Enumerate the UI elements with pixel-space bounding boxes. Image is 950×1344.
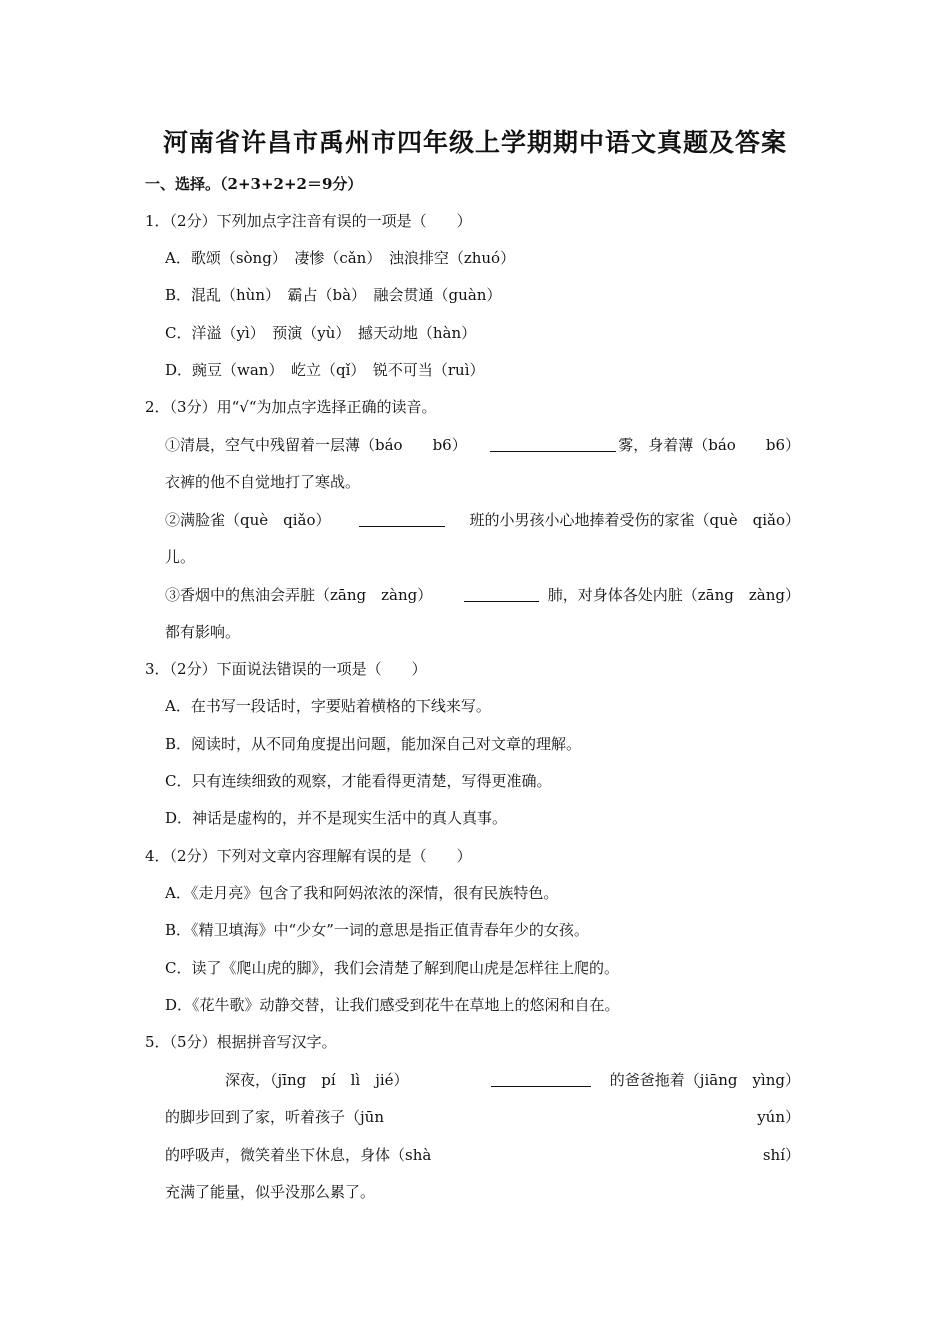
passage-line-4: 充满了能量，似乎没那么累了。 [165, 1183, 376, 1201]
sentence-3-part-c: 都有影响。 [165, 623, 241, 641]
answer-blank-4[interactable] [491, 1072, 591, 1087]
question-1-option-d: D．豌豆（wan） 屹立（qǐ） 锐不可当（ruì） [165, 361, 485, 379]
question-1-option-a: A．歌颂（sòng） 凄惨（cǎn） 浊浪排空（zhuó） [165, 249, 516, 267]
question-4-option-b: B．《精卫填海》中“少女”一词的意思是指正值青春年少的女孩。 [165, 921, 589, 939]
sentence-1-part-c: 衣裤的他不自觉地打了寒战。 [165, 473, 361, 491]
question-3-option-d: D．神话是虚构的，并不是现实生活中的真人真事。 [165, 809, 508, 827]
question-3-option-a: A．在书写一段话时，字要贴着横格的下线来写。 [165, 697, 491, 715]
question-2-stem: 2．（3分）用“√“为加点字选择正确的读音。 [145, 398, 437, 416]
question-4-option-d: D．《花牛歌》动静交替，让我们感受到花牛在草地上的悠闲和自在。 [165, 996, 620, 1014]
passage-line-3-part-a: 的呼吸声，微笑着坐下休息，身体（shà [165, 1146, 432, 1164]
passage-line-2-part-b: yún） [757, 1108, 800, 1126]
question-2-sentence-1 [165, 435, 467, 455]
question-1-stem: 1．（2分）下列加点字注音有误的一项是（ ） [145, 212, 472, 230]
sentence-3-part-b: 肺，对身体各处内脏（zāng zàng） [547, 586, 800, 604]
passage-line-2-part-a: 的脚步回到了家，听着孩子（jūn [165, 1108, 384, 1126]
page-title: 河南省许昌市禹州市四年级上学期期中语文真题及答案 [162, 128, 787, 157]
question-3-stem: 3．（2分）下面说法错误的一项是（ ） [145, 660, 427, 678]
answer-blank-3[interactable] [464, 587, 539, 602]
question-3-option-b: B．阅读时，从不同角度提出问题，能加深自己对文章的理解。 [165, 735, 582, 753]
question-4-option-a: A．《走月亮》包含了我和阿妈浓浓的深情，很有民族特色。 [165, 884, 559, 902]
answer-blank-2[interactable] [359, 512, 445, 527]
question-2-sentence-3: ③香烟中的焦油会弄脏（zāng zàng） [165, 586, 433, 604]
sentence-1-part-a: ①清晨，空气中残留着一层薄（báo b6） [165, 436, 467, 454]
question-4-option-c: C．读了《爬山虎的脚》，我们会清楚了解到爬山虎是怎样往上爬的。 [165, 959, 619, 977]
sentence-2-part-c: 儿。 [165, 548, 196, 566]
answer-blank-1[interactable] [490, 437, 616, 452]
passage-line-1-part-b: 的爸爸拖着（jiāng yìng） [609, 1071, 800, 1089]
question-5-stem: 5．（5分）根据拼音写汉字。 [145, 1033, 337, 1051]
passage-line-3-part-b: shí） [762, 1146, 800, 1164]
question-3-option-c: C．只有连续细致的观察，才能看得更清楚，写得更准确。 [165, 772, 552, 790]
passage-line-1-part-a: 深夜，（jīng pí lì jié） [225, 1071, 409, 1089]
sentence-1-part-b: 雾，身着薄（báo b6） [618, 436, 800, 454]
question-2-sentence-2: ②满脸雀（què qiǎo） [165, 511, 331, 529]
question-1-option-c: C．洋溢（yì） 预演（yù） 撼天动地（hàn） [165, 324, 477, 342]
sentence-2-part-b: 班的小男孩小心地捧着受伤的家雀（què qiǎo） [469, 511, 800, 529]
question-4-stem: 4．（2分）下列对文章内容理解有误的是（ ） [145, 847, 472, 865]
question-1-option-b: B．混乱（hùn） 霸占（bà） 融会贯通（guàn） [165, 286, 502, 304]
section-heading: 一、选择。（2+3+2+2＝9分） [145, 175, 363, 193]
